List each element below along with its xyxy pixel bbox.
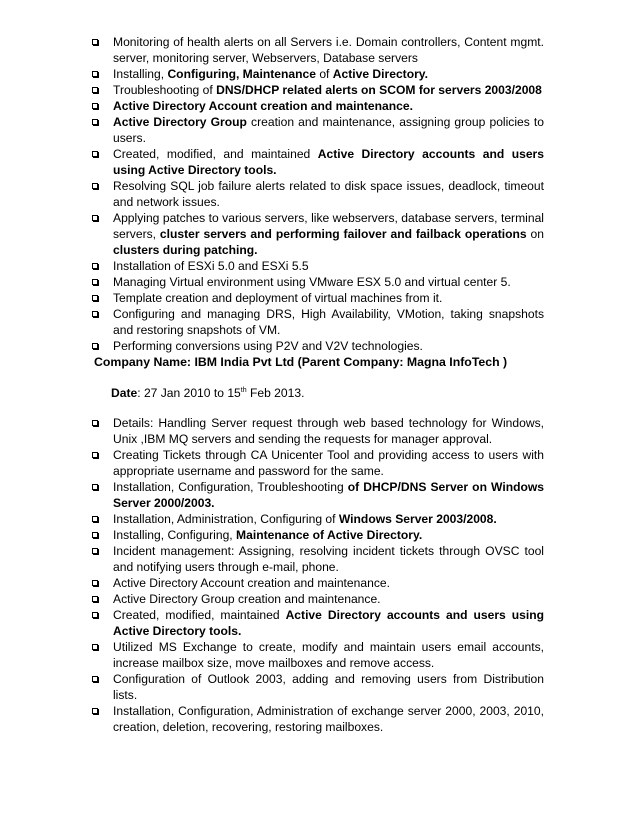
checkbox-bullet-icon [92, 516, 98, 522]
checkbox-bullet-icon [92, 708, 98, 714]
checkbox-bullet-icon [92, 420, 98, 426]
text: Utilized MS Exchange to create, modify and maintain users email accounts, increase mailbox size, move mailboxes and remove access. [113, 640, 544, 670]
checkbox-bullet-icon [92, 532, 98, 538]
list-item [92, 258, 544, 274]
bold-text: DNS/DHCP related alerts on SCOM for servers 2003/2008 [216, 83, 542, 97]
text: Monitoring of health alerts on all Servers i.e. Domain controllers, Content mgmt. server, monitoring server, Webservers, Database servers [113, 35, 544, 65]
list-item [92, 575, 544, 591]
checkbox-bullet-icon [92, 452, 98, 458]
checkbox-bullet-icon [92, 644, 98, 650]
text: Applying patches to various servers, like webservers, database servers, terminal servers, [113, 211, 544, 241]
bold-text: Configuring, Maintenance [167, 67, 316, 81]
list-item [92, 447, 544, 479]
bold-text: Active Directory Account creation and maintenance. [113, 99, 413, 113]
checkbox-bullet-icon [92, 215, 98, 221]
list-item [92, 479, 544, 511]
list-item [92, 415, 544, 447]
text: Installation, Administration, Configuring of [113, 512, 339, 526]
list-item [92, 114, 544, 146]
list-item [92, 543, 544, 575]
list-item [92, 306, 544, 338]
bold-text: Active Directory accounts and users using Active Directory tools. [113, 608, 545, 638]
list-item [92, 98, 544, 114]
text: on [526, 227, 545, 241]
text: Creating Tickets through CA Unicenter Tool and providing access to users with appropriate username and password for the same. [113, 448, 544, 478]
text: Active Directory Account creation and maintenance. [113, 576, 390, 590]
checkbox-bullet-icon [92, 580, 98, 586]
bold-text: Maintenance of Active Directory. [236, 528, 423, 542]
list-item [92, 210, 544, 258]
list-item [92, 511, 544, 527]
list-item [92, 146, 544, 178]
date-text-end: Feb 2013. [246, 386, 305, 400]
text: Details: Handling Server request through web based technology for Windows, Unix ,IBM MQ servers and sending the requests for manager approval. [113, 416, 544, 446]
list-item [92, 82, 544, 98]
list-item [92, 591, 544, 607]
list-item [92, 703, 544, 735]
list-item [92, 66, 544, 82]
list-item [92, 34, 544, 66]
date-label: Date [111, 386, 138, 400]
checkbox-bullet-icon [92, 343, 98, 349]
checkbox-bullet-icon [92, 263, 98, 269]
list-item [92, 607, 544, 639]
text: Installing, Configuring, [113, 528, 237, 542]
checkbox-bullet-icon [92, 484, 98, 490]
text: Managing Virtual environment using VMware ESX 5.0 and virtual center 5. [113, 275, 511, 289]
list-item [92, 290, 544, 306]
checkbox-bullet-icon [92, 39, 98, 45]
text: Created, modified, maintained [113, 608, 286, 622]
date-ordinal-suffix: th [240, 387, 247, 394]
text: Troubleshooting of [113, 83, 217, 97]
text: Resolving SQL job failure alerts related to disk space issues, deadlock, timeout and network issues. [113, 179, 544, 209]
text: Active Directory Group creation and maintenance. [113, 592, 381, 606]
checkbox-bullet-icon [92, 676, 98, 682]
checkbox-bullet-icon [92, 279, 98, 285]
list-item [92, 178, 544, 210]
checkbox-bullet-icon [92, 311, 98, 317]
checkbox-bullet-icon [92, 119, 98, 125]
checkbox-bullet-icon [92, 295, 98, 301]
bold-text: Active Directory accounts and users using Active Directory tools. [113, 147, 544, 177]
date-text-start: : 27 Jan 2010 to 15 [137, 386, 241, 400]
list-item [92, 527, 544, 543]
bold-text: cluster servers and performing failover and failback operations [159, 227, 527, 241]
text: Installing, [113, 67, 168, 81]
text: Installation, Configuration, Troubleshooting [113, 480, 348, 494]
checkbox-bullet-icon [92, 87, 98, 93]
text: Installation of ESXi 5.0 and ESXi 5.5 [113, 259, 309, 273]
checkbox-bullet-icon [92, 548, 98, 554]
text: Incident management: Assigning, resolving incident tickets through OVSC tool and notifying users through e-mail, phone. [113, 544, 544, 574]
responsibilities-list-2 [92, 415, 544, 735]
list-item [92, 639, 544, 671]
text: creation and maintenance, assigning group policies to users. [113, 115, 544, 145]
checkbox-bullet-icon [92, 612, 98, 618]
list-item [92, 338, 544, 354]
text: Configuring and managing DRS, High Availability, VMotion, taking snapshots and restoring snapshots of VM. [113, 307, 544, 337]
checkbox-bullet-icon [92, 103, 98, 109]
bold-text: of DHCP/DNS Server on Windows Server 2000/2003. [113, 480, 544, 510]
employment-date [111, 385, 304, 401]
bold-text: Active Directory. [332, 67, 428, 81]
responsibilities-list-1 [92, 34, 544, 354]
checkbox-bullet-icon [92, 596, 98, 602]
company-heading: Company Name: IBM India Pvt Ltd (Parent Company: Magna InfoTech ) [94, 355, 508, 369]
text: Created, modified, and maintained [113, 147, 318, 161]
checkbox-bullet-icon [92, 151, 98, 157]
text: Performing conversions using P2V and V2V technologies. [113, 339, 423, 353]
list-item [92, 274, 544, 290]
bold-text: Windows Server 2003/2008. [338, 512, 497, 526]
text: Installation, Configuration, Administration of exchange server 2000, 2003, 2010, creation, deletion, recovering, restoring mailboxes. [113, 704, 544, 734]
text: Configuration of Outlook 2003, adding and removing users from Distribution lists. [113, 672, 544, 702]
checkbox-bullet-icon [92, 71, 98, 77]
text: of [315, 67, 333, 81]
bold-text: Active Directory Group [113, 115, 247, 129]
list-item [92, 671, 544, 703]
bold-text: clusters during patching. [113, 243, 258, 257]
text: Template creation and deployment of virtual machines from it. [113, 291, 443, 305]
checkbox-bullet-icon [92, 183, 98, 189]
